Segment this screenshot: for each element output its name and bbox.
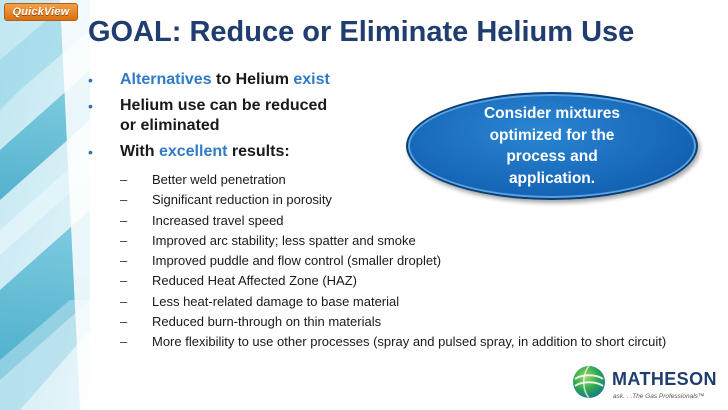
sub-item-text: Less heat-related damage to base material (152, 293, 400, 309)
callout-text (462, 103, 642, 189)
sub-item-text: Reduced Heat Affected Zone (HAZ) (152, 273, 357, 289)
dash-icon: – (120, 273, 128, 289)
sub-item-text: Improved arc stability; less spatter and smoke (152, 232, 416, 248)
callout-line: optimized for the (489, 126, 615, 144)
highlight-text: exist (293, 71, 330, 88)
sub-item (120, 213, 680, 229)
callout-line: Consider mixtures (483, 105, 621, 122)
dash-icon: – (120, 314, 128, 330)
callout-oval (406, 92, 698, 200)
highlight-text: Alternatives (120, 71, 212, 88)
dash-icon: – (120, 212, 128, 228)
bullet-dot-icon: • (88, 72, 93, 88)
bullet-item (88, 70, 418, 90)
callout-line: application. (508, 169, 596, 187)
bullet-dot-icon: • (88, 98, 93, 114)
sub-item (120, 314, 680, 330)
dash-icon: – (120, 172, 128, 187)
sub-item (120, 334, 680, 350)
sub-item (120, 233, 680, 249)
bullet-text: Helium use can be reduced (120, 97, 328, 114)
quickview-badge[interactable]: QuickView (4, 3, 78, 21)
sub-item (120, 253, 680, 269)
dash-icon: – (120, 192, 128, 208)
bullet-dot-icon: • (88, 144, 93, 160)
bullet-text: With (120, 143, 159, 160)
sub-item-text: Improved puddle and flow control (smaller droplet) (152, 253, 442, 269)
bullet-text: to Helium (211, 71, 294, 88)
slide-title: GOAL: Reduce or Eliminate Helium Use (88, 16, 635, 48)
sub-item-text: Increased travel speed (152, 212, 284, 228)
bullet-list (88, 70, 418, 168)
left-decoration (0, 0, 90, 410)
bullet-text: or eliminated (120, 117, 220, 134)
callout-line: process and (506, 148, 598, 165)
highlight-text: excellent (158, 143, 228, 160)
logo-wordmark: MATHESON (612, 369, 717, 389)
logo-globe-icon (572, 365, 606, 399)
dash-icon: – (120, 334, 128, 350)
dash-icon: – (120, 253, 128, 269)
sub-item-text: Better weld penetration (152, 172, 286, 187)
sub-item (120, 273, 680, 289)
sub-item (120, 294, 680, 310)
matheson-logo (568, 362, 728, 406)
sub-item-text: Significant reduction in porosity (152, 192, 332, 208)
dash-icon: – (120, 293, 128, 309)
sub-item-text: Reduced burn-through on thin materials (152, 314, 382, 330)
logo-tagline: ask. . .The Gas Professionals™ (613, 393, 705, 400)
bullet-item (88, 96, 418, 136)
bullet-text: results: (227, 143, 290, 160)
bullet-item (88, 142, 418, 162)
sub-list (120, 169, 680, 355)
dash-icon: – (120, 232, 128, 248)
sub-item-text: More flexibility to use other processes (spray and pulsed spray, in addition to short circuit) (152, 334, 667, 350)
